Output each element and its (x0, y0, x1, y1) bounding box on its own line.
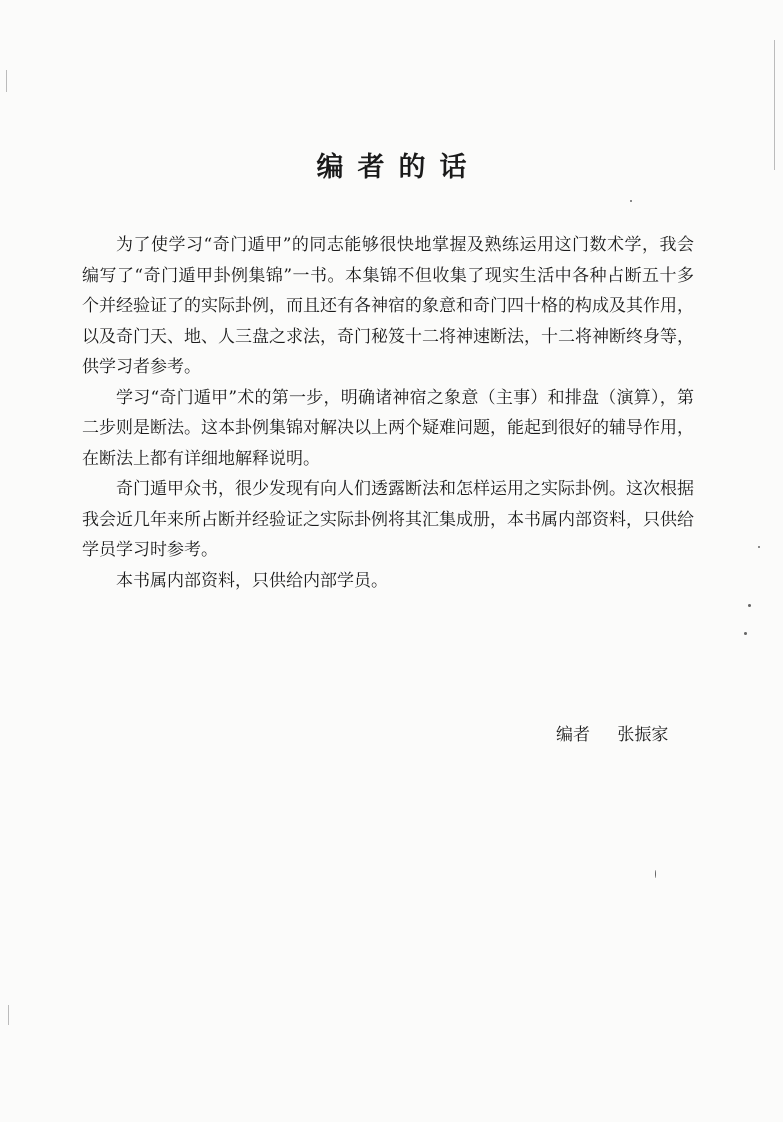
paragraph-3: 奇门遁甲众书，很少发现有向人们透露断法和怎样运用之实际卦例。这次根据我会近几年来所占断并经验证之实际卦例将其汇集成册，本书属内部资料，只供给学员学习时参考。 (82, 479, 694, 560)
scan-edge-mark (6, 70, 7, 92)
scan-edge-mark (774, 40, 775, 170)
editor-signature (556, 720, 668, 745)
page-title: 编者的话 (316, 152, 481, 183)
paragraph-1: 为了使学习“奇门遁甲”的同志能够很快地掌握及熟练运用这门数术学，我会编写了“奇门遁甲卦例集锦”一书。本集锦不但收集了现实生活中各种占断五十多个并经验证了的实际卦例，而且还有各神宿的象意和奇门四十格的构成及其作用，以及奇门天、地、人三盘之求法，奇门秘笈十二将神速断法，十二将神断终身等，供学习者参考。 (82, 235, 694, 377)
preface-body (82, 230, 694, 596)
scan-speck (758, 546, 760, 548)
paragraph-4: 本书属内部资料，只供给内部学员。 (116, 570, 388, 591)
scan-speck (744, 632, 747, 635)
paragraph-2: 学习“奇门遁甲”术的第一步，明确诸神宿之象意（主事）和排盘（演算），第二步则是断法。这本卦例集锦对解决以上两个疑难问题，能起到很好的辅导作用，在断法上都有详细地解释说明。 (82, 387, 694, 469)
scan-speck (748, 604, 751, 607)
signature-name: 张振家 (617, 725, 669, 745)
signature-role: 编者 (556, 725, 590, 745)
scan-speck (655, 870, 656, 878)
scan-speck (630, 200, 632, 202)
scan-edge-mark (8, 1005, 9, 1025)
